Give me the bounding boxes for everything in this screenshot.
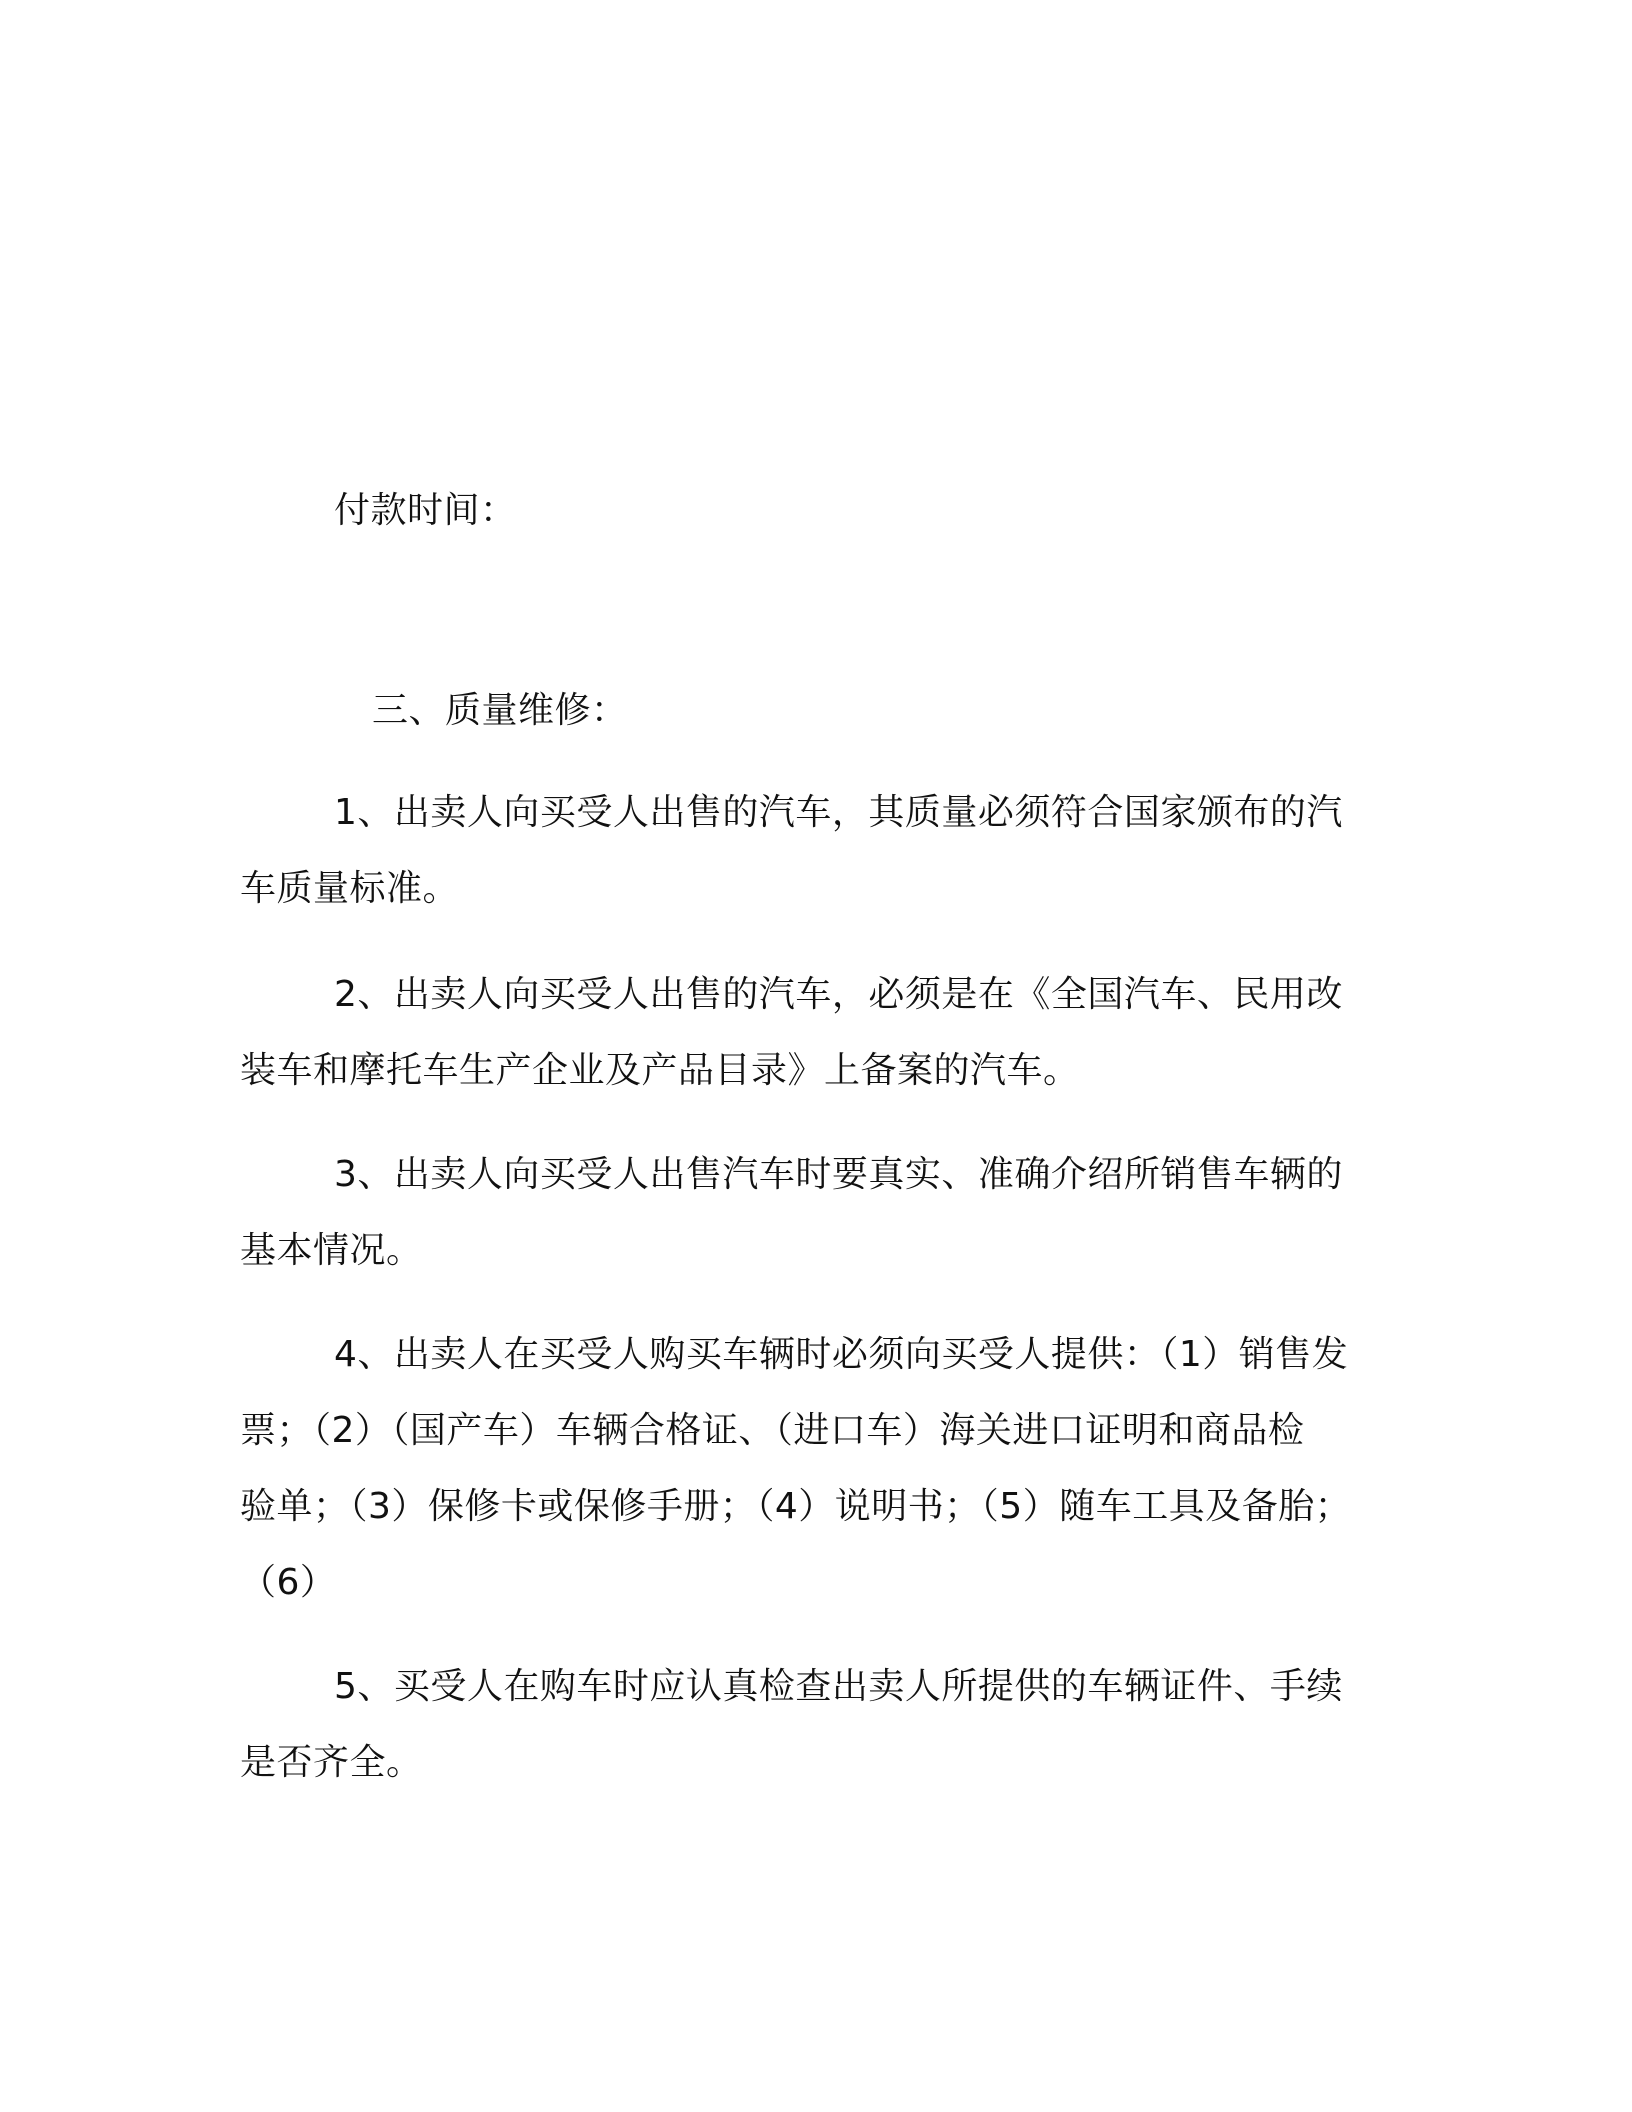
item-4-line-1: 4、出卖人在买受人购买车辆时必须向买受人提供：（1）销售发: [334, 1334, 1349, 1375]
section-heading: 三、质量维修：: [372, 690, 628, 731]
item-4-line-3: 验单；（3）保修卡或保修手册；（4）说明书；（5）随车工具及备胎；: [240, 1486, 1352, 1527]
item-1-line-2: 车质量标准。: [240, 868, 460, 909]
item-4-line-4: （6）: [240, 1562, 337, 1603]
item-1-line-1: 1、出卖人向买受人出售的汽车，其质量必须符合国家颁布的汽: [334, 792, 1343, 833]
payment-time-label: 付款时间：: [334, 490, 517, 531]
item-3-line-2: 基本情况。: [240, 1230, 423, 1271]
item-3-line-1: 3、出卖人向买受人出售汽车时要真实、准确介绍所销售车辆的: [334, 1154, 1343, 1195]
item-2-line-1: 2、出卖人向买受人出售的汽车，必须是在《全国汽车、民用改: [334, 974, 1343, 1015]
item-4-line-2: 票；（2）（国产车）车辆合格证、（进口车）海关进口证明和商品检: [240, 1410, 1305, 1451]
item-5-line-2: 是否齐全。: [240, 1742, 423, 1783]
item-2-line-2: 装车和摩托车生产企业及产品目录》上备案的汽车。: [240, 1050, 1080, 1091]
item-5-line-1: 5、买受人在购车时应认真检查出卖人所提供的车辆证件、手续: [334, 1666, 1343, 1707]
